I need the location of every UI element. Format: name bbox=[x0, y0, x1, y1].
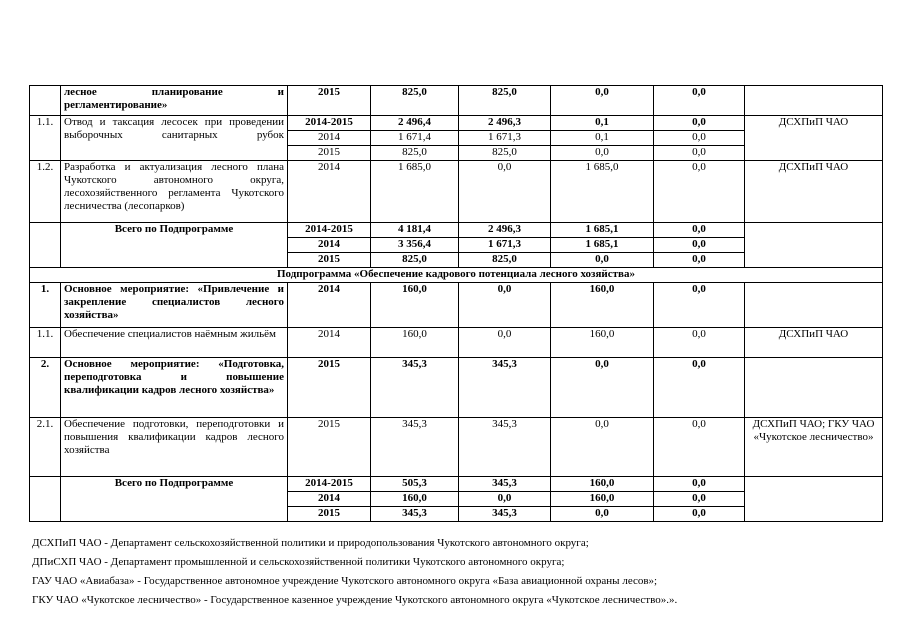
cell-total: 825,0 bbox=[371, 86, 459, 116]
cell-okrug: 0,0 bbox=[459, 161, 551, 223]
cell-total-label: Всего по Подпрограмме bbox=[61, 477, 288, 522]
cell-other: 0,0 bbox=[654, 328, 745, 358]
cell-okrug: 825,0 bbox=[459, 253, 551, 268]
cell-total-label: Всего по Подпрограмме bbox=[61, 223, 288, 268]
cell-description: Отвод и таксация лесосек при проведении выборочных санитарных рубок bbox=[61, 116, 288, 161]
table-row bbox=[30, 358, 883, 418]
cell-executor bbox=[745, 86, 883, 116]
cell-other: 0,0 bbox=[654, 253, 745, 268]
cell-description: Основное мероприятие: «Подготовка, переподготовка и повышение квалификации кадров лесного хозяйства» bbox=[61, 358, 288, 418]
cell-executor: ДСХПиП ЧАО; ГКУ ЧАО «Чукотское лесничество» bbox=[745, 418, 883, 477]
cell-year: 2015 bbox=[288, 86, 371, 116]
cell-executor: ДСХПиП ЧАО bbox=[745, 116, 883, 161]
cell-other: 0,0 bbox=[654, 507, 745, 522]
cell-other: 0,0 bbox=[654, 86, 745, 116]
cell-year: 2014-2015 bbox=[288, 116, 371, 131]
cell-num bbox=[30, 223, 61, 268]
cell-fed: 160,0 bbox=[551, 328, 654, 358]
cell-total: 160,0 bbox=[371, 492, 459, 507]
cell-executor bbox=[745, 223, 883, 268]
cell-fed: 1 685,0 bbox=[551, 161, 654, 223]
cell-other: 0,0 bbox=[654, 358, 745, 418]
cell-total: 345,3 bbox=[371, 507, 459, 522]
cell-okrug: 345,3 bbox=[459, 477, 551, 492]
cell-fed: 0,1 bbox=[551, 116, 654, 131]
table-row bbox=[30, 86, 883, 116]
cell-fed: 160,0 bbox=[551, 492, 654, 507]
cell-year: 2014 bbox=[288, 492, 371, 507]
cell-year: 2014 bbox=[288, 328, 371, 358]
cell-total: 345,3 bbox=[371, 358, 459, 418]
cell-description: Обеспечение подготовки, переподготовки и повышения квалификации кадров лесного хозяйства bbox=[61, 418, 288, 477]
cell-num bbox=[30, 477, 61, 522]
cell-fed: 0,0 bbox=[551, 146, 654, 161]
cell-fed: 160,0 bbox=[551, 477, 654, 492]
abbreviation-notes bbox=[32, 534, 677, 610]
cell-okrug: 345,3 bbox=[459, 418, 551, 477]
cell-fed: 0,0 bbox=[551, 418, 654, 477]
cell-num bbox=[30, 86, 61, 116]
cell-total: 825,0 bbox=[371, 253, 459, 268]
cell-year: 2015 bbox=[288, 358, 371, 418]
cell-executor: ДСХПиП ЧАО bbox=[745, 328, 883, 358]
cell-other: 0,0 bbox=[654, 283, 745, 328]
cell-total: 505,3 bbox=[371, 477, 459, 492]
cell-other: 0,0 bbox=[654, 131, 745, 146]
note-line: ГАУ ЧАО «Авиабаза» - Государственное автономное учреждение Чукотского автономного округа «База авиационной охраны лесов»; bbox=[32, 575, 658, 587]
cell-total: 1 671,4 bbox=[371, 131, 459, 146]
cell-total: 2 496,4 bbox=[371, 116, 459, 131]
table-row bbox=[30, 223, 883, 238]
cell-okrug: 1 671,3 bbox=[459, 238, 551, 253]
cell-okrug: 1 671,3 bbox=[459, 131, 551, 146]
cell-executor: ДСХПиП ЧАО bbox=[745, 161, 883, 223]
cell-other: 0,0 bbox=[654, 223, 745, 238]
cell-executor bbox=[745, 477, 883, 522]
cell-other: 0,0 bbox=[654, 238, 745, 253]
cell-total: 345,3 bbox=[371, 418, 459, 477]
cell-okrug: 825,0 bbox=[459, 86, 551, 116]
cell-year: 2015 bbox=[288, 418, 371, 477]
cell-fed: 1 685,1 bbox=[551, 238, 654, 253]
cell-okrug: 0,0 bbox=[459, 492, 551, 507]
cell-fed: 1 685,1 bbox=[551, 223, 654, 238]
cell-description: Обеспечение специалистов наёмным жильём bbox=[61, 328, 288, 358]
cell-other: 0,0 bbox=[654, 418, 745, 477]
cell-num: 1.1. bbox=[30, 116, 61, 161]
table-row bbox=[30, 477, 883, 492]
cell-okrug: 0,0 bbox=[459, 328, 551, 358]
cell-total: 4 181,4 bbox=[371, 223, 459, 238]
cell-description: Разработка и актуализация лесного плана Чукотского автономного округа, лесохозяйственного регламента Чукотского лесничества (лесопарков) bbox=[61, 161, 288, 223]
cell-num: 2. bbox=[30, 358, 61, 418]
cell-other: 0,0 bbox=[654, 477, 745, 492]
cell-okrug: 2 496,3 bbox=[459, 116, 551, 131]
cell-description: Основное мероприятие: «Привлечение и закрепление специалистов лесного хозяйства» bbox=[61, 283, 288, 328]
cell-fed: 0,0 bbox=[551, 253, 654, 268]
budget-table bbox=[29, 85, 883, 522]
cell-fed: 0,0 bbox=[551, 507, 654, 522]
cell-total: 1 685,0 bbox=[371, 161, 459, 223]
cell-total: 160,0 bbox=[371, 283, 459, 328]
cell-fed: 160,0 bbox=[551, 283, 654, 328]
table-row bbox=[30, 116, 883, 131]
cell-num: 2.1. bbox=[30, 418, 61, 477]
note-line: ДСХПиП ЧАО - Департамент сельскохозяйственной политики и природопользования Чукотского автономного округа; bbox=[32, 537, 589, 549]
cell-year: 2014-2015 bbox=[288, 477, 371, 492]
cell-other: 0,0 bbox=[654, 146, 745, 161]
cell-okrug: 345,3 bbox=[459, 507, 551, 522]
table-row bbox=[30, 161, 883, 223]
cell-year: 2015 bbox=[288, 507, 371, 522]
cell-year: 2014 bbox=[288, 161, 371, 223]
cell-other: 0,0 bbox=[654, 161, 745, 223]
cell-total: 825,0 bbox=[371, 146, 459, 161]
cell-executor bbox=[745, 358, 883, 418]
cell-num: 1.2. bbox=[30, 161, 61, 223]
cell-okrug: 2 496,3 bbox=[459, 223, 551, 238]
table-row bbox=[30, 328, 883, 358]
cell-okrug: 0,0 bbox=[459, 283, 551, 328]
section-title: Подпрограмма «Обеспечение кадрового потенциала лесного хозяйства» bbox=[30, 268, 883, 283]
cell-other: 0,0 bbox=[654, 116, 745, 131]
cell-year: 2015 bbox=[288, 146, 371, 161]
cell-description: лесное планирование и регламентирование» bbox=[61, 86, 288, 116]
table-row bbox=[30, 283, 883, 328]
cell-num: 1. bbox=[30, 283, 61, 328]
cell-fed: 0,1 bbox=[551, 131, 654, 146]
cell-total: 160,0 bbox=[371, 328, 459, 358]
cell-executor bbox=[745, 283, 883, 328]
table-row bbox=[30, 268, 883, 283]
cell-num: 1.1. bbox=[30, 328, 61, 358]
note-line: ГКУ ЧАО «Чукотское лесничество» - Государственное казенное учреждение Чукотского автономного округа «Чукотское лесничество».». bbox=[32, 594, 678, 606]
cell-year: 2014 bbox=[288, 131, 371, 146]
cell-total: 3 356,4 bbox=[371, 238, 459, 253]
cell-okrug: 825,0 bbox=[459, 146, 551, 161]
cell-okrug: 345,3 bbox=[459, 358, 551, 418]
table-row bbox=[30, 418, 883, 477]
cell-fed: 0,0 bbox=[551, 358, 654, 418]
cell-year: 2014-2015 bbox=[288, 223, 371, 238]
cell-other: 0,0 bbox=[654, 492, 745, 507]
cell-year: 2014 bbox=[288, 283, 371, 328]
cell-year: 2015 bbox=[288, 253, 371, 268]
cell-year: 2014 bbox=[288, 238, 371, 253]
note-line: ДПиСХП ЧАО - Департамент промышленной и сельскохозяйственной политики Чукотского автономного округа; bbox=[32, 556, 565, 568]
cell-fed: 0,0 bbox=[551, 86, 654, 116]
